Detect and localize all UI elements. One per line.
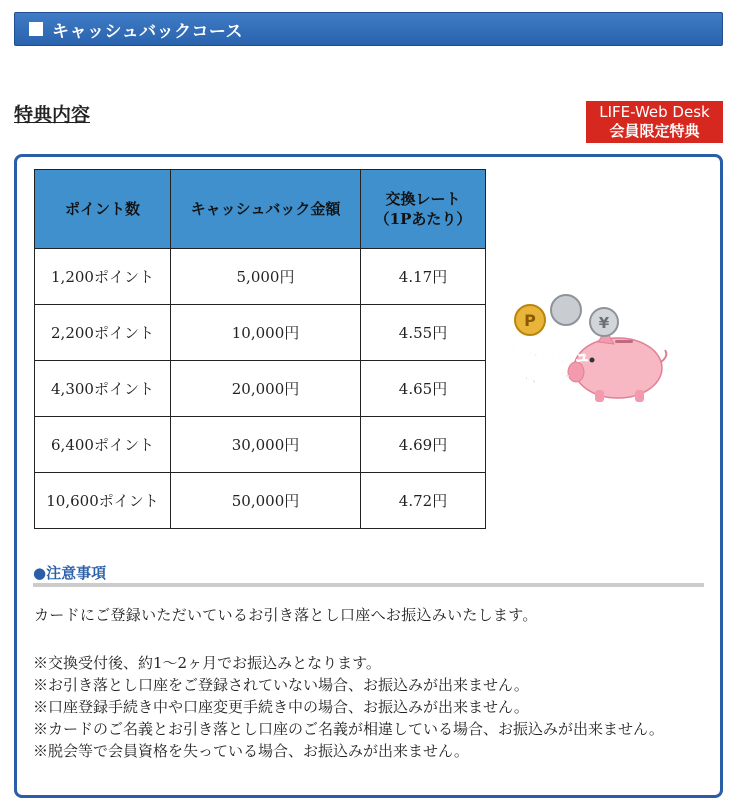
amount-cell: 20,000円 (171, 361, 361, 417)
header-rate-label: 交換レート (385, 190, 461, 208)
course-title: キャッシュバックコース (52, 21, 243, 42)
header-square-icon (29, 22, 43, 36)
points-cell: 1,200ポイント (35, 249, 171, 305)
cashback-text-line2: バック (520, 371, 571, 391)
rate-cell: 4.65円 (361, 361, 486, 417)
silver-coin (551, 295, 581, 325)
header-rate-unit: （1Pあたり） (374, 210, 472, 228)
points-cell: 6,400ポイント (35, 417, 171, 473)
table-row (35, 249, 486, 305)
badge-brand: LIFE-Web Desk (599, 103, 710, 121)
notes-intro: カードにご登録いただいているお引き落とし口座へお振込みいたします。 (34, 606, 538, 624)
table-row (35, 473, 486, 529)
list-item: ※口座登録手続き中や口座変更手続き中の場合、お振込みが出来ません。 (33, 698, 529, 716)
members-only-badge (586, 101, 723, 143)
header-amount: キャッシュバック金額 (171, 170, 361, 249)
points-cell: 4,300ポイント (35, 361, 171, 417)
cashback-table (34, 169, 486, 529)
table-row (35, 417, 486, 473)
table-row (35, 305, 486, 361)
piggy-bank-cashback-icon (500, 290, 670, 410)
pig-leg (595, 390, 604, 402)
points-cell: 10,600ポイント (35, 473, 171, 529)
list-item: ※カードのご名義とお引き落とし口座のご名義が相違している場合、お振込みが出来ません。 (33, 720, 664, 738)
amount-cell: 5,000円 (171, 249, 361, 305)
amount-cell: 30,000円 (171, 417, 361, 473)
header-rate (361, 170, 486, 249)
pig-leg (635, 390, 644, 402)
list-item: ※お引き落とし口座をご登録されていない場合、お振込みが出来ません。 (33, 676, 529, 694)
notes-divider (33, 583, 704, 587)
rate-cell: 4.17円 (361, 249, 486, 305)
points-cell: 2,200ポイント (35, 305, 171, 361)
rate-cell: 4.55円 (361, 305, 486, 361)
amount-cell: 50,000円 (171, 473, 361, 529)
table-row (35, 361, 486, 417)
pig-coin-slot (615, 340, 633, 343)
amount-cell: 10,000円 (171, 305, 361, 361)
gold-coin-label: P (524, 311, 536, 330)
list-item: ※交換受付後、約1〜2ヶ月でお振込みとなります。 (33, 654, 381, 672)
table-header-row (35, 170, 486, 249)
notes-list (33, 652, 708, 762)
cashback-text-line1: キャッシュ (506, 347, 591, 367)
rate-cell: 4.69円 (361, 417, 486, 473)
pig-tail (661, 350, 666, 362)
yen-mark: ¥ (598, 314, 610, 332)
course-header-bar (14, 12, 723, 46)
rate-cell: 4.72円 (361, 473, 486, 529)
list-item: ※脱会等で会員資格を失っている場合、お振込みが出来ません。 (33, 742, 469, 760)
badge-label: 会員限定特典 (609, 122, 700, 140)
header-points: ポイント数 (35, 170, 171, 249)
notes-title: ●注意事項 (33, 564, 107, 582)
section-title: 特典内容 (14, 104, 91, 126)
